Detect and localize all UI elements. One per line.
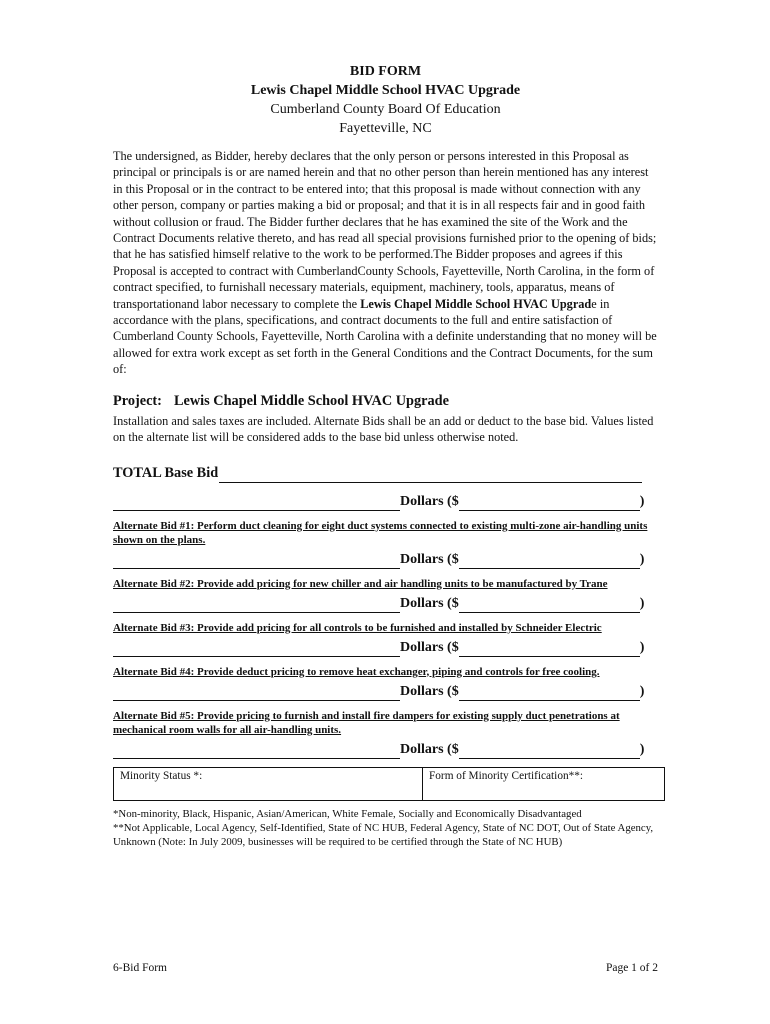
alternate-bid-5-description: Alternate Bid #5: Provide pricing to furnish and install fire dampers for existing supply duct penetrations at mechanical room walls for all air-handling units. [113, 709, 620, 736]
intro-part-2: e in accordance with the plans, specifications, and contract documents to the full and entire satisfaction of Cumberland County Schools, Fayetteville, North Carolina with a definite understanding that no money will be allowed for extra work except as set forth in the General Conditions and the Contract Documents, for the sum of: [113, 296, 657, 377]
alternate-bid-3-amount-field[interactable] [459, 642, 640, 657]
intro-bold-project: Lewis Chapel Middle School HVAC Upgrad [360, 296, 592, 311]
dollars-label: Dollars ($ [400, 595, 459, 611]
close-paren: ) [639, 639, 645, 655]
close-paren: ) [639, 741, 645, 757]
project-note: Installation and sales taxes are included. Alternate Bids shall be an add or deduct to the base bid. Values listed on the alternate list will be considered adds to the base bid unless otherwise noted. [113, 413, 654, 445]
footer-form-name: 6-Bid Form [113, 962, 167, 974]
project-name: Lewis Chapel Middle School HVAC Upgrade [173, 392, 449, 409]
alternate-bid-1-row [113, 547, 658, 569]
alternate-bid-4-row [113, 679, 658, 701]
close-paren: ) [639, 595, 645, 611]
footnote-minority-status: *Non-minority, Black, Hispanic, Asian/American, White Female, Socially and Economically Disadvantaged [113, 807, 582, 820]
alternate-bid-5-words-field[interactable] [113, 744, 400, 759]
total-base-bid-row [113, 464, 658, 483]
minority-table [113, 767, 665, 801]
alternate-bid-2-amount-field[interactable] [459, 598, 640, 613]
owner-name: Cumberland County Board Of Education [270, 102, 501, 117]
alternate-bid-4-description: Alternate Bid #4: Provide deduct pricing to remove heat exchanger, piping and controls for free cooling. [113, 665, 600, 678]
footer-page-number: Page 1 of 2 [605, 962, 658, 974]
dollars-label: Dollars ($ [400, 683, 459, 699]
alternate-bid-5-row [113, 737, 658, 759]
alternate-bid-3-row [113, 635, 658, 657]
base-bid-dollars-row [113, 489, 658, 511]
alternate-bid-2-description: Alternate Bid #2: Provide add pricing for new chiller and air handling units to be manufactured by Trane [113, 577, 608, 590]
alternate-bid-4-amount-field[interactable] [459, 686, 640, 701]
alternate-bid-1-description: Alternate Bid #1: Perform duct cleaning for eight duct systems connected to existing multi-zone air-handling units shown on the plans. [113, 519, 648, 546]
form-title: BID FORM [349, 64, 422, 79]
minority-status-label: Minority Status *: [120, 769, 203, 782]
close-paren: ) [639, 551, 645, 567]
alternate-bid-1-amount-field[interactable] [459, 554, 640, 569]
dollars-label: Dollars ($ [400, 639, 459, 655]
minority-certification-label: Form of Minority Certification**: [429, 769, 584, 782]
project-label: Project: [113, 392, 162, 409]
alternate-bid-2-words-field[interactable] [113, 598, 400, 613]
base-bid-amount-field[interactable] [459, 496, 640, 511]
minority-certification-cell[interactable] [423, 767, 665, 800]
project-title: Lewis Chapel Middle School HVAC Upgrade [250, 83, 521, 98]
dollars-label: Dollars ($ [400, 551, 459, 567]
dollars-label: Dollars ($ [400, 741, 459, 757]
alternate-bid-3-description: Alternate Bid #3: Provide add pricing for all controls to be furnished and installed by Schneider Electric [113, 621, 602, 634]
page-footer [113, 962, 658, 974]
alternate-bid-5-amount-field[interactable] [459, 744, 640, 759]
footnote-certification: **Not Applicable, Local Agency, Self-Identified, State of NC HUB, Federal Agency, State of NC DOT, Out of State Agency, Unknown (Note: In July 2009, businesses will be required to be certified through the State of NC HUB) [113, 821, 654, 848]
total-base-bid-label: TOTAL Base Bid [113, 464, 219, 481]
base-bid-words-field[interactable] [113, 496, 400, 511]
alternate-bid-3-words-field[interactable] [113, 642, 400, 657]
location: Fayetteville, NC [339, 121, 432, 136]
intro-paragraph [113, 148, 658, 378]
dollars-label: Dollars ($ [400, 493, 459, 509]
alternate-bid-2-row [113, 591, 658, 613]
alternate-bid-1-words-field[interactable] [113, 554, 400, 569]
close-paren: ) [639, 493, 645, 509]
project-heading [113, 392, 658, 411]
footnotes [113, 807, 658, 849]
alternate-bid-4-words-field[interactable] [113, 686, 400, 701]
minority-status-cell[interactable] [114, 767, 423, 800]
close-paren: ) [639, 683, 645, 699]
intro-part-1: The undersigned, as Bidder, hereby declares that the only person or persons interested in this Proposal as principal or principals is or are named herein and that no other person than herein mentioned has any interest in this Proposal or in the contract to be entered into; that this proposal is made without connection with any other person, company or parties making a bid or proposal; and that it is in all respects fair and in good faith without collusion or fraud. The Bidder further declares that he has examined the site of the Work and the Contract Documents relative thereto, and has read all special provisions furnished prior to the opening of bids; that he has satisfied himself relative to the work to be performed.The Bidder proposes and agrees if this Proposal is accepted to contract with CumberlandCounty Schools, Fayetteville, North Carolina, in the form of contract specified, to furnishall necessary materials, equipment, machinery, tools, apparatus, means of transportationand labor necessary to complete the [113, 149, 657, 311]
bid-form-page [113, 62, 658, 849]
total-base-bid-field[interactable] [219, 466, 642, 483]
